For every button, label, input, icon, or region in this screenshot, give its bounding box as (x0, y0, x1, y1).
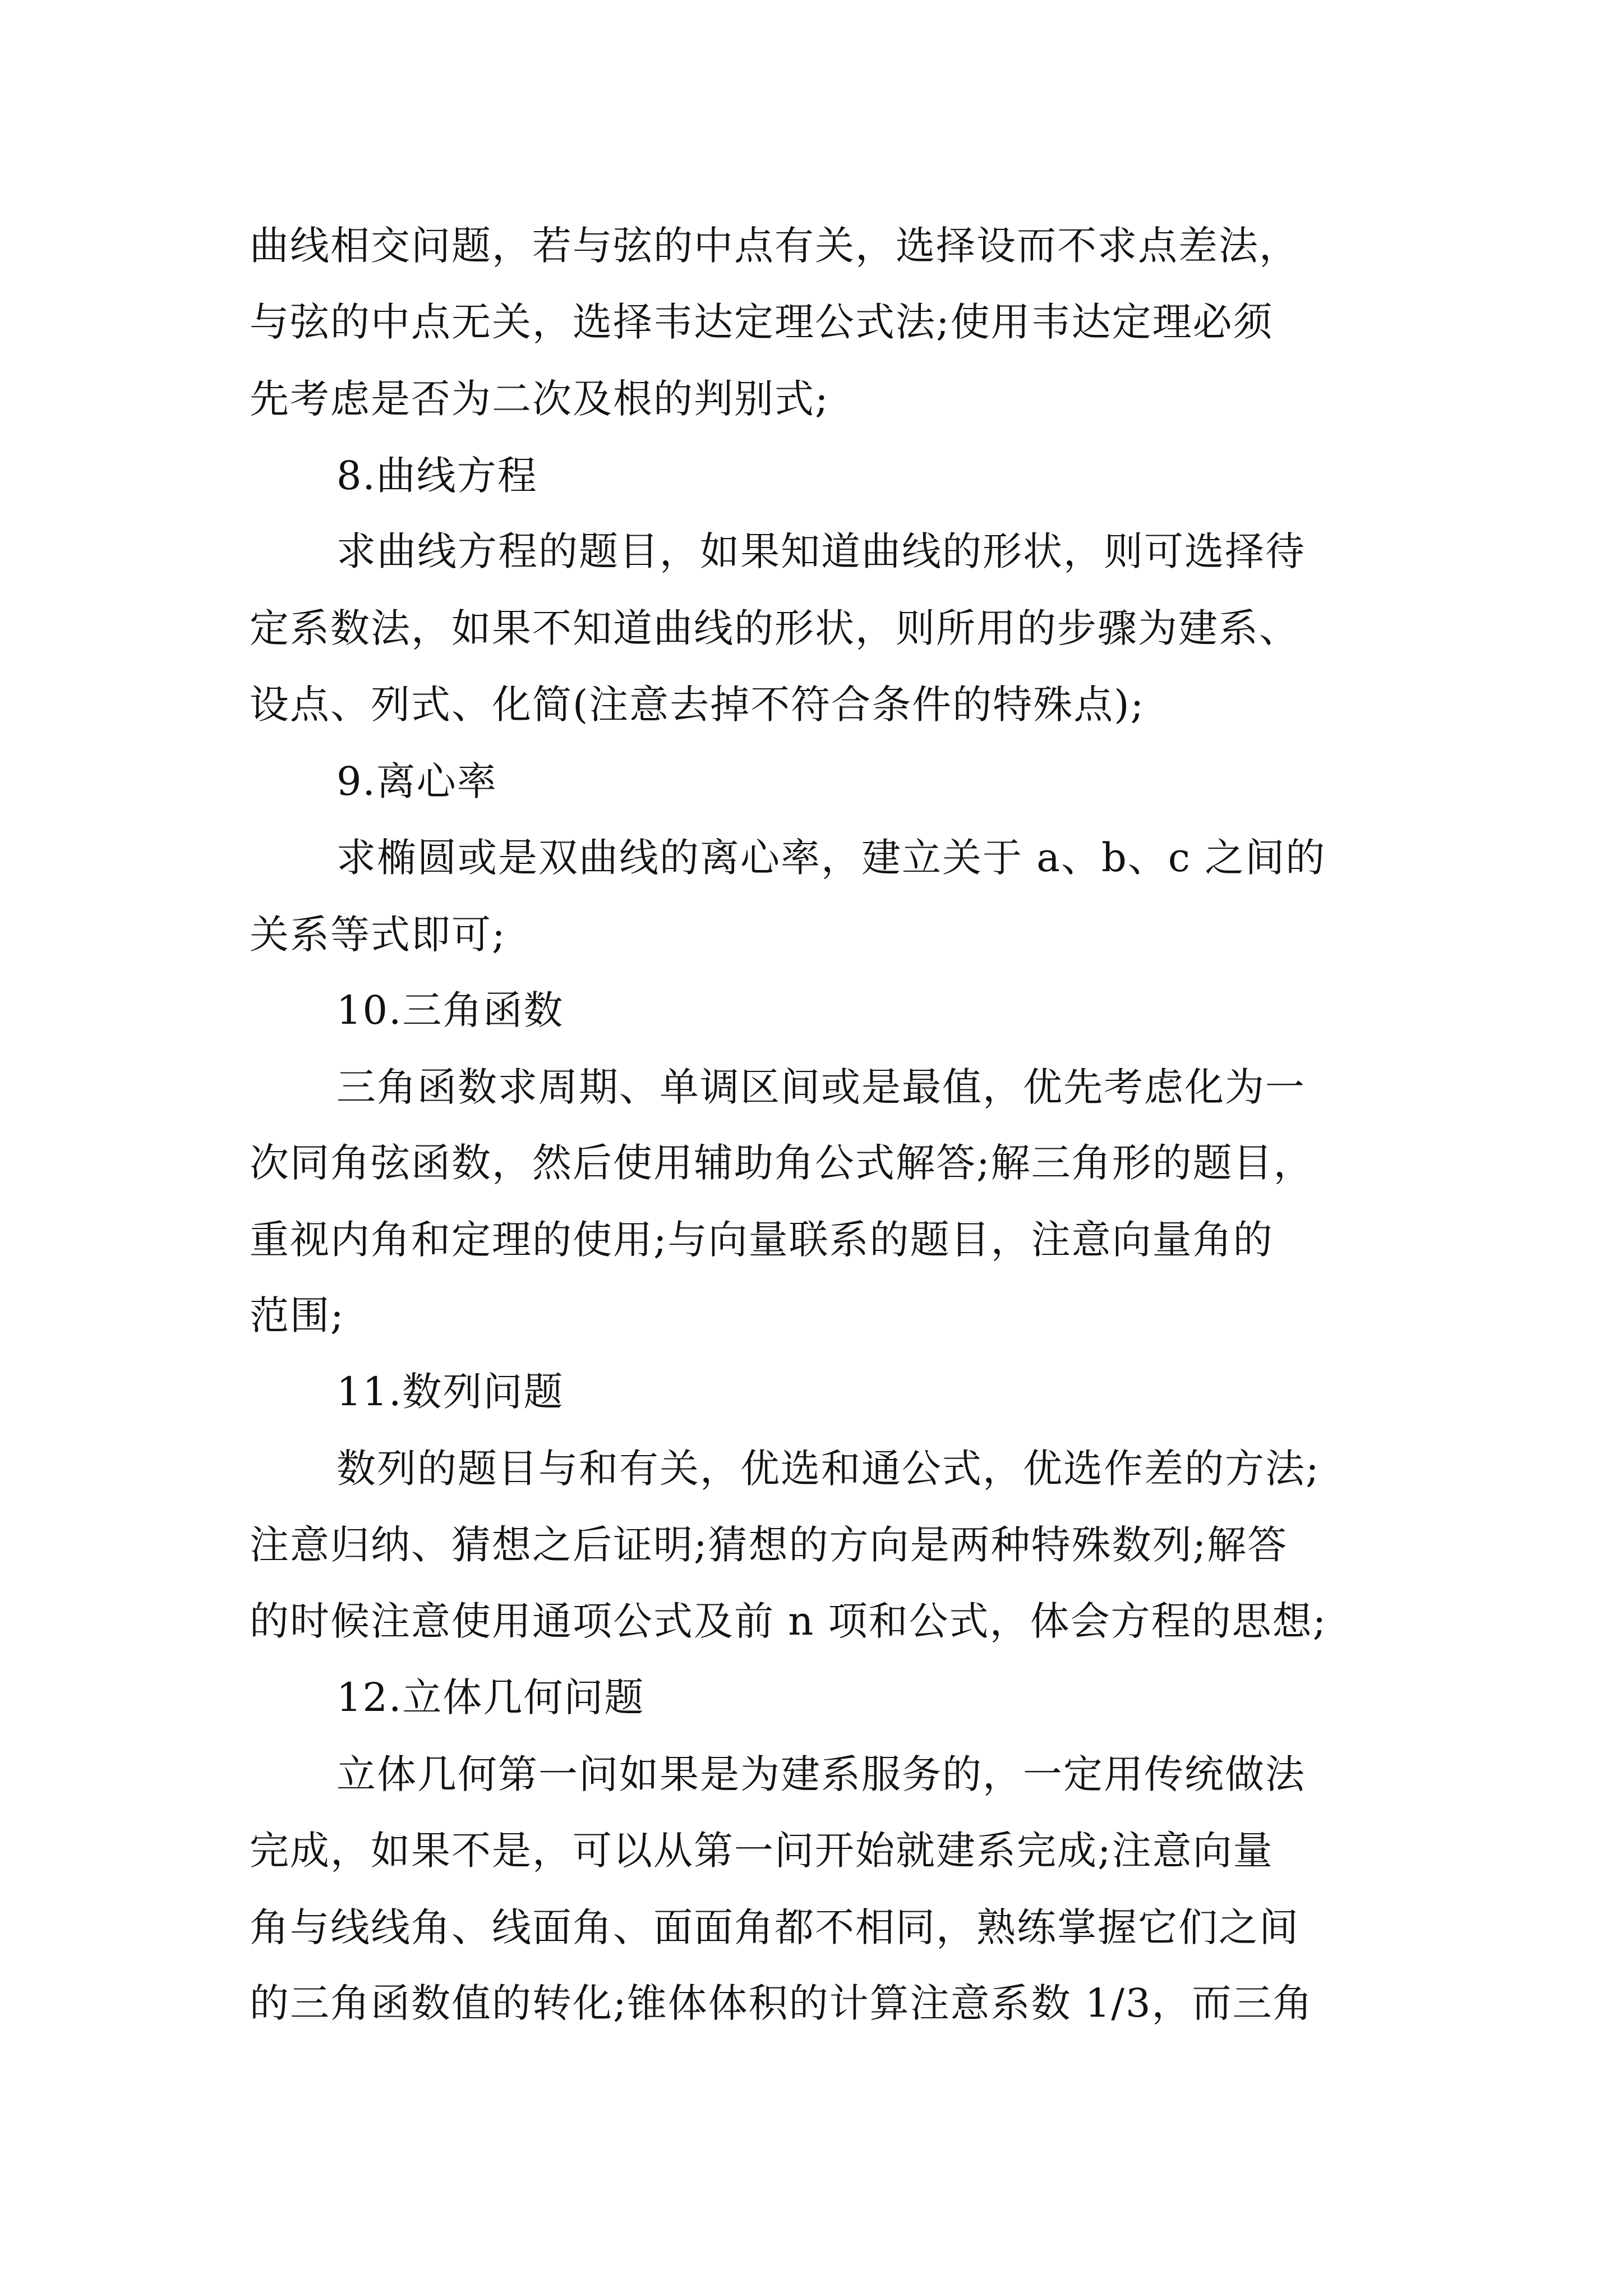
paragraph-first-line: 立体几何第一问如果是为建系服务的，一定用传统做法 (336, 1751, 1306, 1797)
body-text-line: 与弦的中点无关，选择韦达定理公式法;使用韦达定理必须 (250, 299, 1274, 345)
body-text-line: 重视内角和定理的使用;与向量联系的题目，注意向量角的 (250, 1217, 1274, 1263)
section-heading-eccentricity: 9.离心率 (336, 758, 497, 804)
section-heading-solid-geometry: 12.立体几何问题 (336, 1674, 645, 1720)
body-text-line: 注意归纳、猜想之后证明;猜想的方向是两种特殊数列;解答 (250, 1522, 1288, 1568)
body-text-line: 范围; (250, 1292, 345, 1338)
paragraph-first-line: 三角函数求周期、单调区间或是最值，优先考虑化为一 (336, 1064, 1306, 1110)
paragraph-first-line: 数列的题目与和有关，优选和通公式，优选作差的方法; (336, 1446, 1320, 1492)
paragraph-first-line: 求曲线方程的题目，如果知道曲线的形状，则可选择待 (336, 528, 1306, 574)
paragraph-first-line: 求椭圆或是双曲线的离心率，建立关于 a、b、c 之间的 (336, 835, 1326, 881)
body-text-line: 曲线相交问题，若与弦的中点有关，选择设而不求点差法， (250, 223, 1299, 269)
body-text-line: 关系等式即可; (250, 912, 506, 958)
body-text-line: 的三角函数值的转化;锥体体积的计算注意系数 1/3，而三角 (250, 1980, 1313, 2026)
body-text-line: 定系数法，如果不知道曲线的形状，则所用的步骤为建系、 (250, 605, 1299, 651)
body-text-line: 完成，如果不是，可以从第一问开始就建系完成;注意向量 (250, 1828, 1274, 1874)
body-text-line: 先考虑是否为二次及根的判别式; (250, 376, 829, 422)
body-text-line: 的时候注意使用通项公式及前 n 项和公式，体会方程的思想; (250, 1598, 1327, 1644)
section-heading-trigonometric-functions: 10.三角函数 (336, 987, 564, 1033)
body-text-line: 次同角弦函数，然后使用辅助角公式解答;解三角形的题目， (250, 1140, 1314, 1186)
section-heading-sequence-problems: 11.数列问题 (336, 1369, 564, 1415)
body-text-line: 设点、列式、化简(注意去掉不符合条件的特殊点); (250, 682, 1145, 728)
section-heading-curve-equation: 8.曲线方程 (336, 453, 538, 499)
body-text-line: 角与线线角、线面角、面面角都不相同，熟练掌握它们之间 (250, 1904, 1299, 1950)
